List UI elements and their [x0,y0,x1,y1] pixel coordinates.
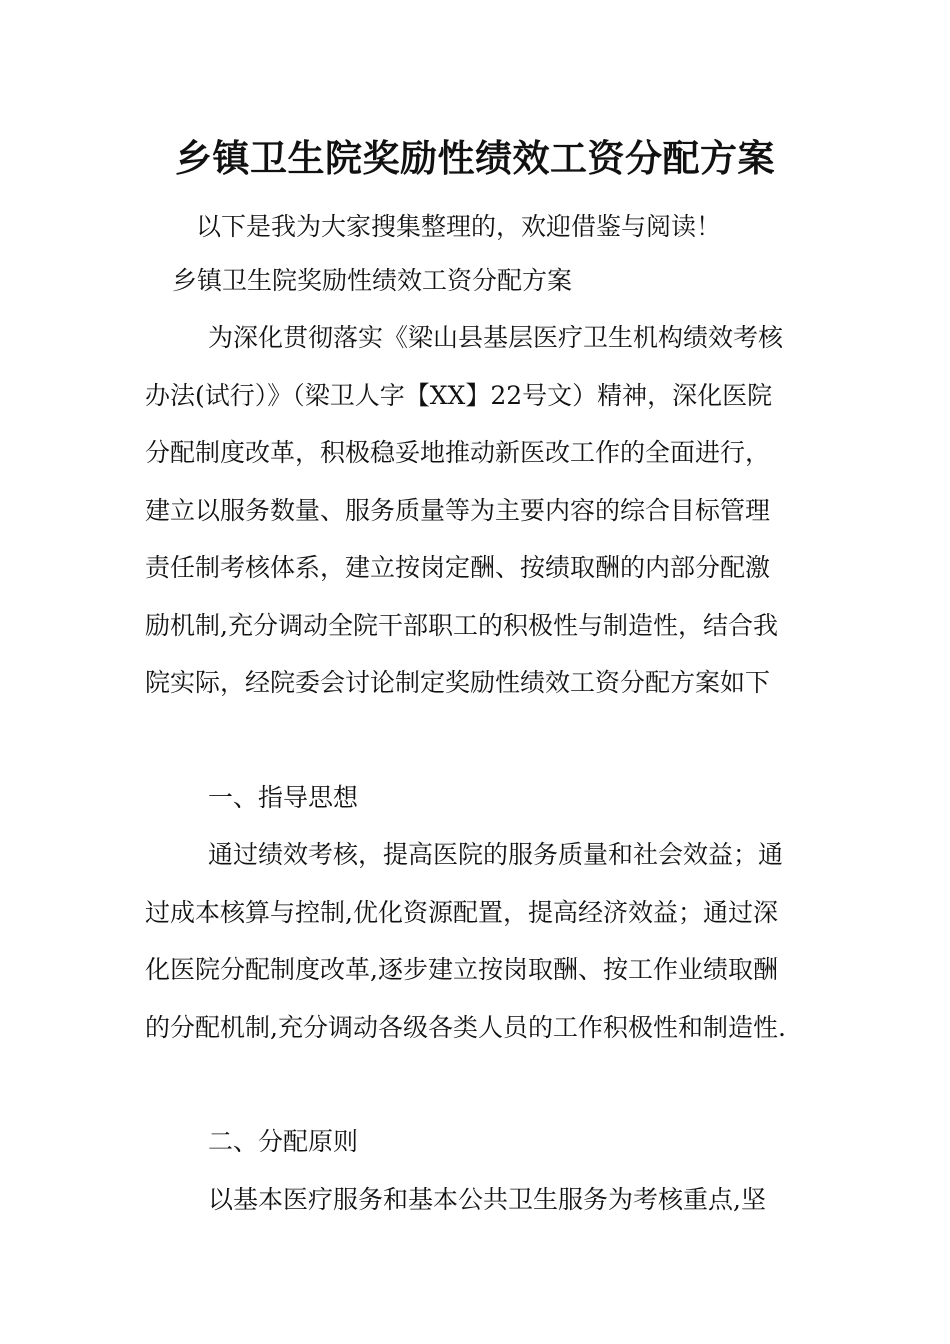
document-title: 乡镇卫生院奖励性绩效工资分配方案 [175,136,775,180]
section-heading: 一、指导思想 [208,783,359,812]
paragraph-line: 建立以服务数量、服务质量等为主要内容的综合目标管理 [145,496,771,525]
paragraph-line: 通过绩效考核，提高医院的服务质量和社会效益；通 [208,840,784,869]
paragraph-line: 过成本核算与控制,优化资源配置，提高经济效益；通过深 [145,898,778,927]
paragraph-line: 责任制考核体系，建立按岗定酬、按绩取酬的内部分配激 [145,553,771,582]
paragraph-line: 院实际，经院委会讨论制定奖励性绩效工资分配方案如下 [145,668,771,697]
paragraph-line: 为深化贯彻落实《梁山县基层医疗卫生机构绩效考核 [208,323,784,352]
document-subtitle: 乡镇卫生院奖励性绩效工资分配方案 [172,266,573,295]
paragraph-line: 办法(试行）》（梁卫人字【XX】22号文）精神，深化医院 [145,381,773,410]
section-heading: 二、分配原则 [208,1127,359,1156]
paragraph-line: 励机制,充分调动全院干部职工的积极性与制造性，结合我 [145,611,778,640]
paragraph-line: 以基本医疗服务和基本公共卫生服务为考核重点,坚 [208,1185,766,1214]
paragraph-line: 分配制度改革，积极稳妥地推动新医改工作的全面进行， [145,438,771,467]
paragraph-line: 的分配机制,充分调动各级各类人员的工作积极性和制造性. [145,1013,786,1042]
paragraph-line: 化医院分配制度改革,逐步建立按岗取酬、按工作业绩取酬 [145,955,778,984]
intro-text: 以下是我为大家搜集整理的，欢迎借鉴与阅读！ [196,212,722,241]
